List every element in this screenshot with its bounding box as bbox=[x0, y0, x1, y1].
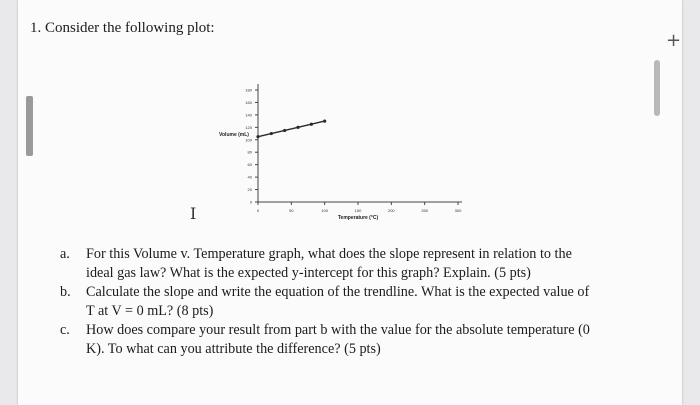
document-page bbox=[18, 0, 682, 405]
volume-temperature-chart bbox=[213, 78, 483, 238]
y-tick-label: 0 bbox=[249, 199, 252, 205]
x-tick-label: 50 bbox=[289, 208, 294, 213]
y-tick-label: 40 bbox=[247, 174, 252, 180]
text-cursor-icon: I bbox=[190, 204, 197, 223]
part-a bbox=[60, 245, 660, 283]
x-tick-label: 150 bbox=[354, 208, 362, 213]
part-text-line: K). To what can you attribute the difference? (5 pts) bbox=[86, 341, 381, 357]
data-point bbox=[270, 132, 273, 135]
data-point bbox=[283, 129, 286, 132]
data-point bbox=[310, 123, 313, 126]
part-c bbox=[60, 321, 660, 359]
series-line bbox=[258, 121, 325, 137]
scrollbar[interactable] bbox=[654, 60, 660, 116]
y-tick-label: 160 bbox=[245, 99, 252, 105]
data-point bbox=[323, 120, 326, 123]
y-tick-label: 140 bbox=[245, 112, 252, 118]
x-tick-label: 0 bbox=[256, 208, 260, 213]
part-letter: c. bbox=[60, 322, 70, 338]
x-tick-label: 250 bbox=[421, 208, 429, 213]
y-tick-label: 100 bbox=[245, 137, 252, 143]
x-tick-label: 200 bbox=[387, 208, 395, 213]
part-text-line: ideal gas law? What is the expected y-intercept for this graph? Explain. (5 pts) bbox=[86, 265, 531, 281]
question-parts bbox=[60, 245, 660, 359]
data-point bbox=[256, 135, 259, 138]
question-title: 1. Consider the following plot: bbox=[30, 20, 215, 36]
plus-icon[interactable]: + bbox=[666, 30, 682, 51]
y-axis-label: Volume (mL) bbox=[219, 132, 249, 138]
part-text-line: Calculate the slope and write the equation of the trendline. What is the expected value of bbox=[86, 284, 590, 300]
y-tick-label: 20 bbox=[247, 187, 252, 193]
x-axis-label: Temperature (°C) bbox=[337, 215, 379, 221]
y-tick-label: 60 bbox=[247, 162, 252, 168]
part-text-line: How does compare your result from part b with the value for the absolute temperature (0 bbox=[86, 322, 590, 338]
part-text-line: For this Volume v. Temperature graph, what does the slope represent in relation to the bbox=[86, 246, 572, 262]
part-text-line: T at V = 0 mL? (8 pts) bbox=[86, 303, 214, 319]
y-tick-label: 80 bbox=[247, 149, 252, 155]
part-letter: b. bbox=[60, 284, 71, 300]
y-tick-label: 120 bbox=[245, 124, 252, 130]
x-tick-label: 300 bbox=[454, 208, 462, 213]
data-point bbox=[296, 126, 299, 129]
part-letter: a. bbox=[60, 246, 70, 262]
part-b bbox=[60, 283, 660, 321]
left-margin-bar bbox=[26, 96, 33, 156]
x-tick-label: 100 bbox=[321, 208, 329, 213]
y-tick-label: 180 bbox=[245, 87, 252, 93]
